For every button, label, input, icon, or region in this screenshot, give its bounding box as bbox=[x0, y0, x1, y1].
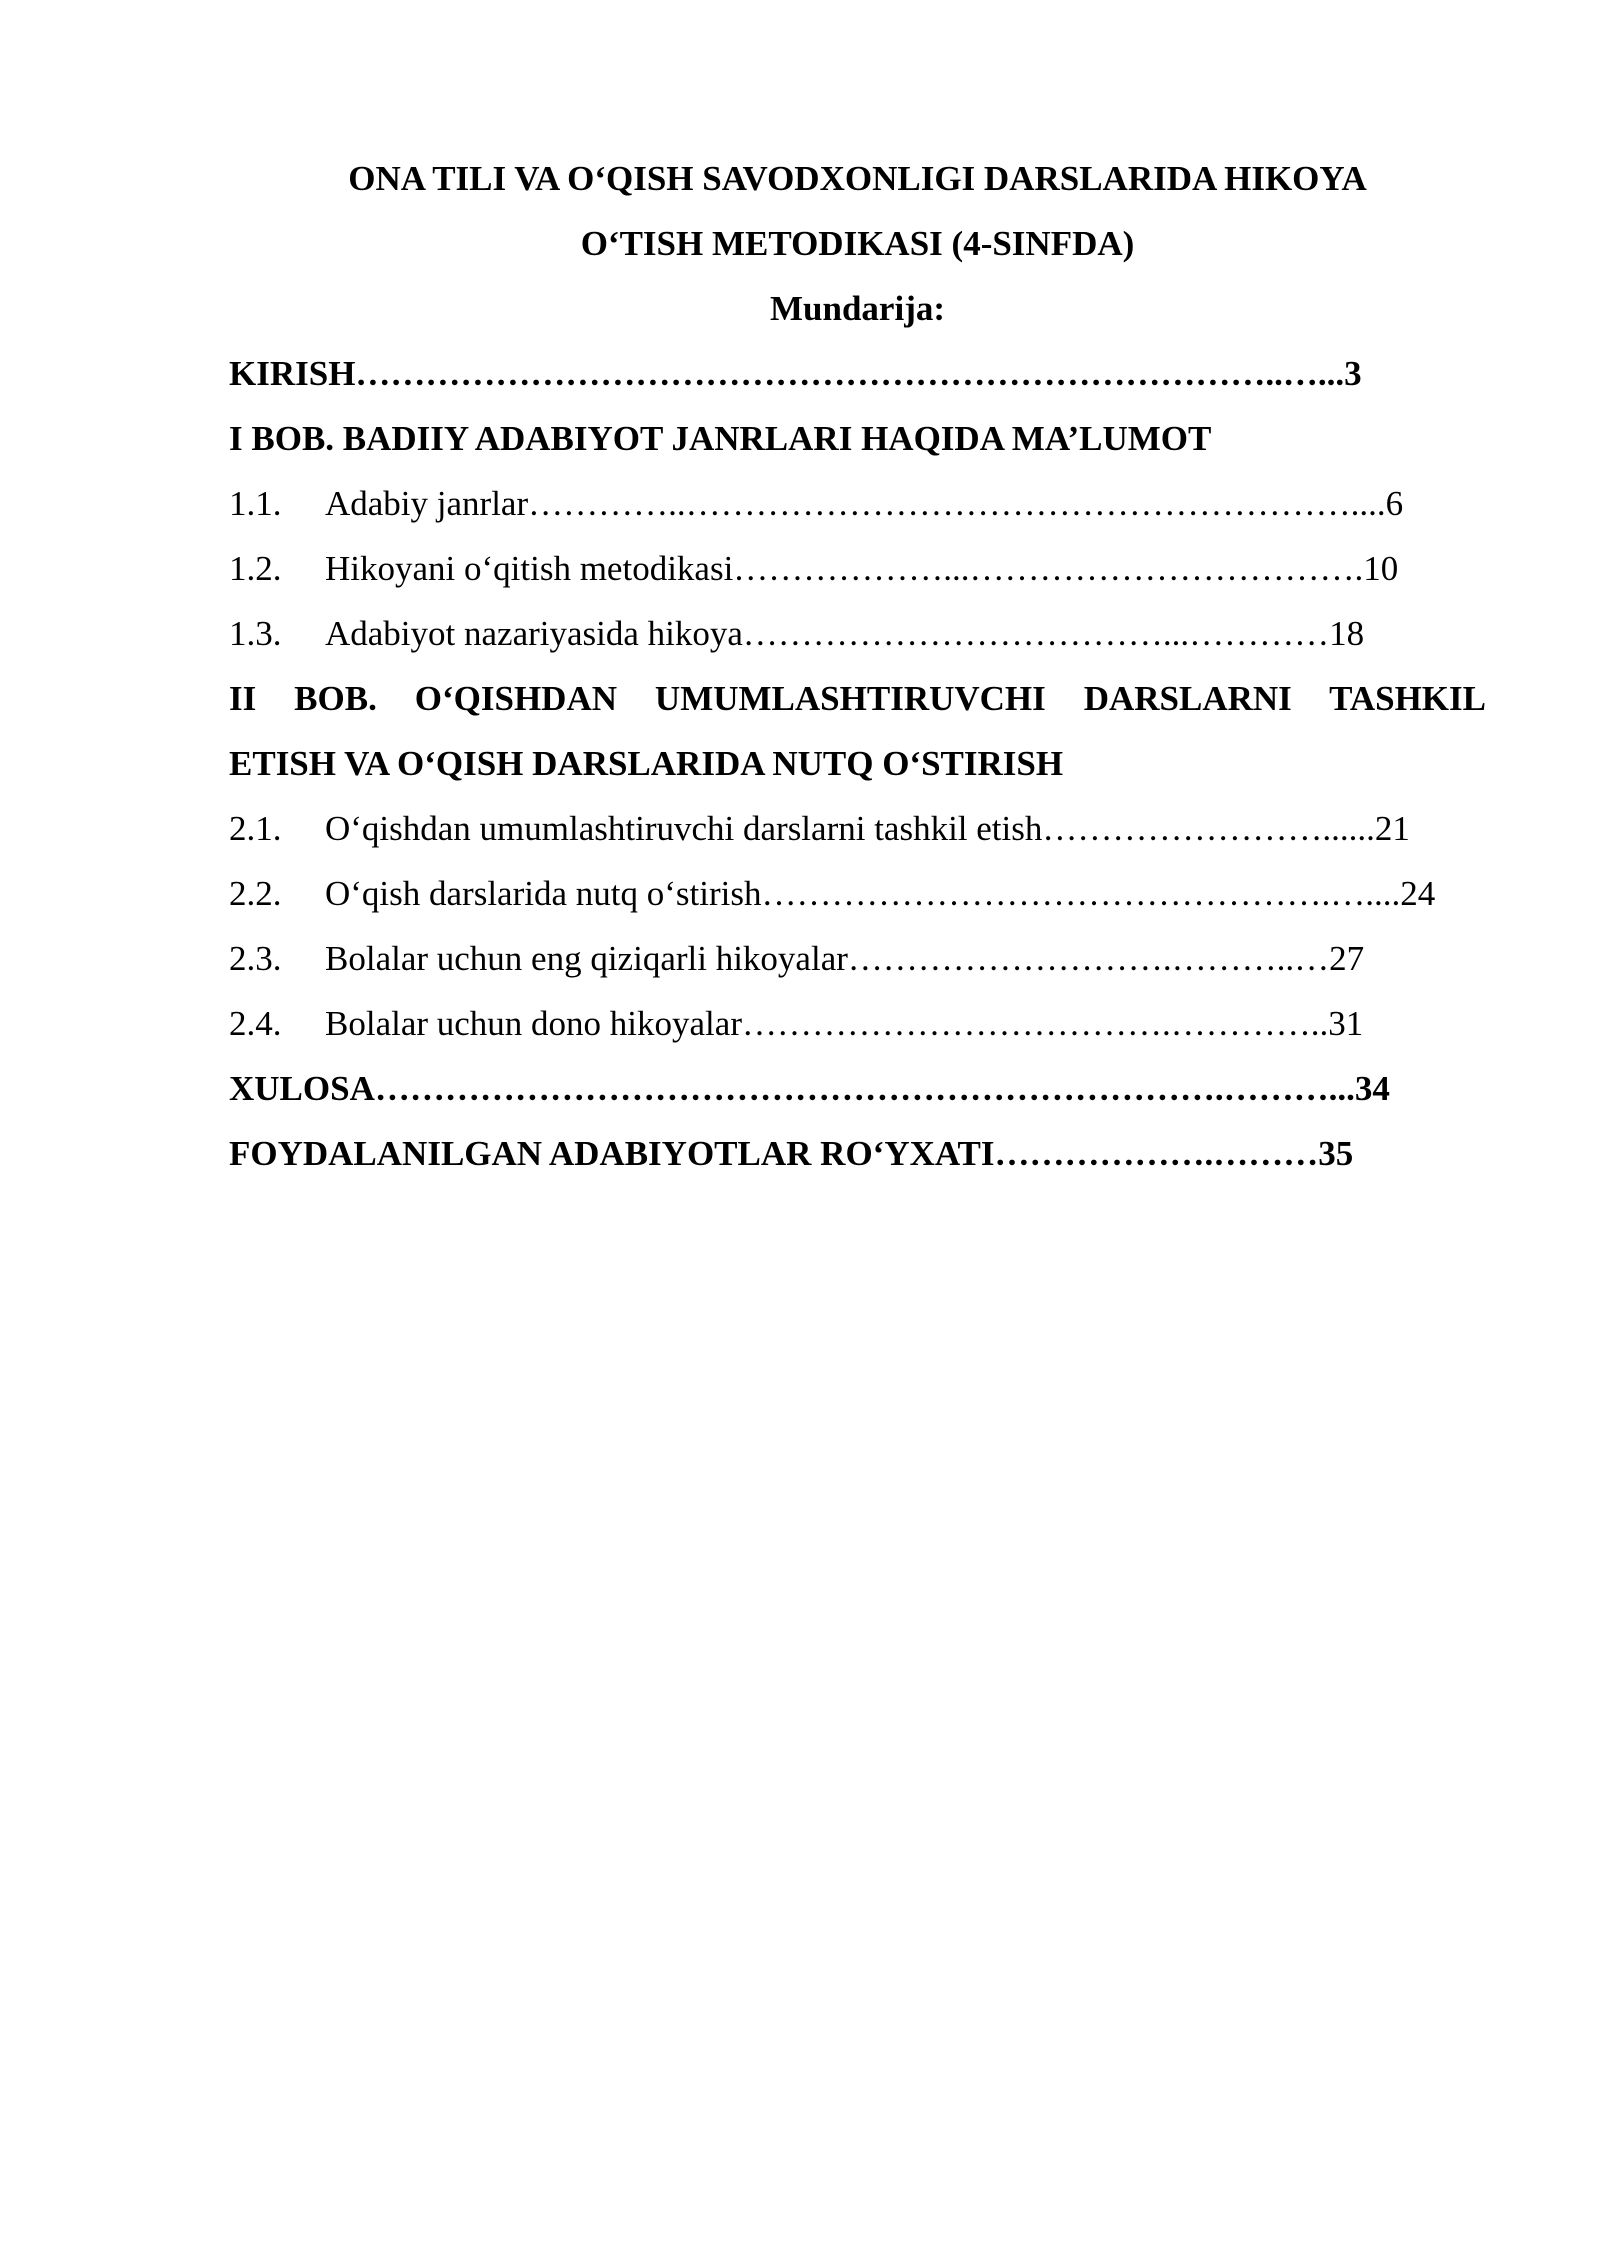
toc-item-text: O‘qishdan umumlashtiruvchi darslarni tashkil etish……………………......21 bbox=[325, 809, 1410, 848]
document-title-line-2: O‘TISH METODIKASI (4-SINFDA) bbox=[580, 224, 1135, 263]
toc-intro: KIRISH……………………………………………………………………..…...3 bbox=[229, 354, 1362, 393]
toc-item bbox=[229, 926, 1486, 991]
toc-item-text: Adabiyot nazariyasida hikoya………………………………...…………18 bbox=[325, 614, 1365, 653]
toc-item-number: 2.2. bbox=[229, 874, 282, 913]
contents-heading: Mundarija: bbox=[770, 289, 945, 328]
toc-item bbox=[229, 991, 1486, 1056]
toc-item-number: 1.2. bbox=[229, 549, 282, 588]
toc-item-number: 2.1. bbox=[229, 809, 282, 848]
toc-chapter-2-heading-line-2: ETISH VA O‘QISH DARSLARIDA NUTQ O‘STIRISH bbox=[229, 744, 1064, 783]
toc-item-text: Bolalar uchun dono hikoyalar……………………………….…………..31 bbox=[325, 1004, 1364, 1043]
toc-item-number: 1.1. bbox=[229, 484, 282, 523]
toc-item bbox=[229, 471, 1486, 536]
toc-conclusion: XULOSA……………………………………………………………….………...34 bbox=[229, 1069, 1390, 1108]
toc-item-text: O‘qish darslarida nutq o‘stirish………………………………………….…....24 bbox=[325, 874, 1436, 913]
toc-item-number: 1.3. bbox=[229, 614, 282, 653]
toc-item-text: Hikoyani o‘qitish metodikasi………………...…………………………….10 bbox=[325, 549, 1399, 588]
toc-item-number: 2.4. bbox=[229, 1004, 282, 1043]
toc-item bbox=[229, 796, 1486, 861]
toc-item-number: 2.3. bbox=[229, 939, 282, 978]
toc-item bbox=[229, 601, 1486, 666]
document-title-line-1: ONA TILI VA O‘QISH SAVODXONLIGI DARSLARIDA HIKOYA bbox=[348, 159, 1367, 198]
toc-chapter-2-heading-line-1: II BOB. O‘QISHDAN UMUMLASHTIRUVCHI DARSLARNI TASHKIL bbox=[229, 679, 1486, 718]
toc-item bbox=[229, 861, 1486, 926]
toc-item-text: Bolalar uchun eng qiziqarli hikoyalar……………………….………..…27 bbox=[325, 939, 1365, 978]
toc-item-text: Adabiy janrlar…………..…………………………………………………....6 bbox=[325, 484, 1404, 523]
table-of-contents bbox=[229, 146, 1486, 1186]
toc-chapter-1-heading: I BOB. BADIIY ADABIYOT JANRLARI HAQIDA MA’LUMOT bbox=[229, 419, 1212, 458]
toc-item bbox=[229, 536, 1486, 601]
toc-references: FOYDALANILGAN ADABIYOTLAR RO‘YXATI……………….………35 bbox=[229, 1134, 1354, 1173]
